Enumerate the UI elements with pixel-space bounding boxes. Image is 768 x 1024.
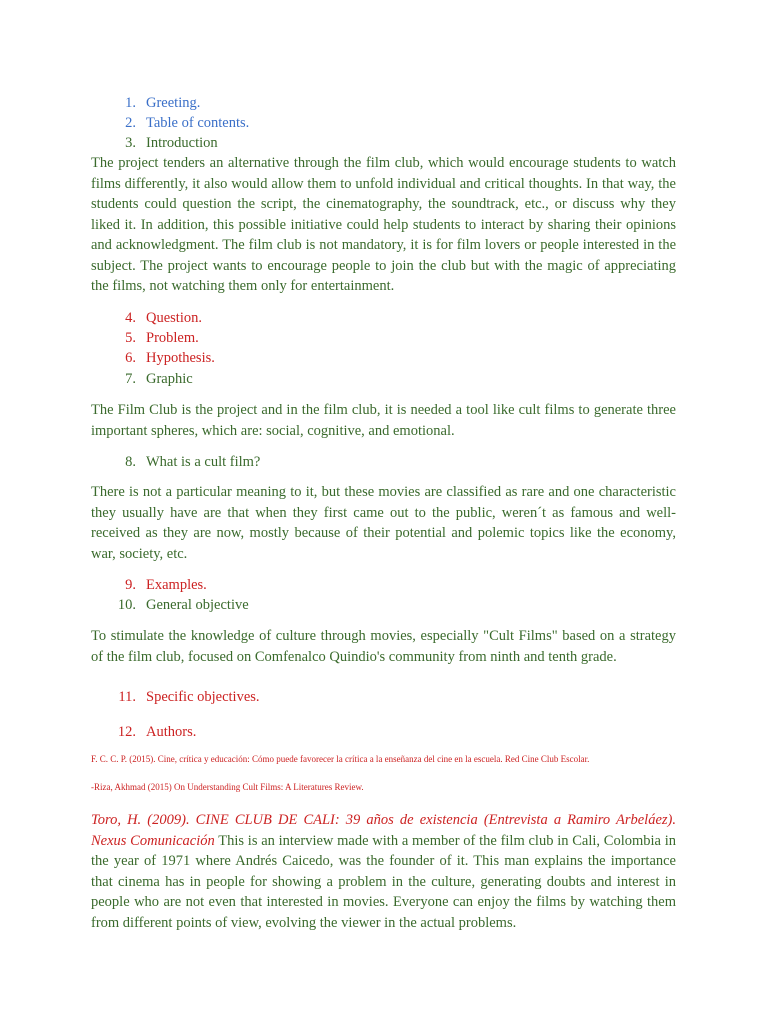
list-item-label: What is a cult film? <box>146 454 261 470</box>
reference-toro-body: This is an interview made with a member of the film club in Cali, Colombia in the year of 1971 where Andrés Caicedo, was the founder of it. This man explains the importance that cinema has in people for showing a problem in the culture, generating doubts and interest in people who are not even that interested in movies. Everyone can enjoy the films by watching them from different points of view, evolving the viewer in the actual problems. <box>91 832 676 931</box>
intro-paragraph: The project tenders an alternative through the film club, which would encourage students to watch films differently, it also would allow them to unfold individual and critical thoughts. In that way, the students could question the script, the cinematography, the soundtrack, etc., or discuss why they liked it. In addition, this possible initiative could help students to interact by sharing their opinions and acknowledgment. The film club is not mandatory, it is for film lovers or people interested in the subject. The project wants to encourage people to join the club but with the magic of appreciating the films, not watching them only for entertainment. <box>91 155 676 294</box>
list-item-hypothesis: 6. Hypothesis. <box>125 350 215 366</box>
objective-paragraph: To stimulate the knowledge of culture through movies, especially "Cult Films" based on a strategy of the film club, focused on Comfenalco Quindio's community from ninth and tenth grade. <box>91 628 676 665</box>
reference-riza: -Riza, Akhmad (2015) On Understanding Cult Films: A Literatures Review. <box>91 782 364 792</box>
list-item-label: Graphic <box>146 371 193 387</box>
list-item-graphic: 7. Graphic <box>125 371 193 387</box>
list-item-question: 4. Question. <box>125 310 202 326</box>
reference-toro-paragraph <box>91 810 676 933</box>
list-item-general-objective: 10. General objective <box>117 597 249 613</box>
list-item-label: Problem. <box>146 330 199 346</box>
list-item-label: Specific objectives. <box>146 689 260 705</box>
list-item-label: Introduction <box>146 135 218 151</box>
list-item-greeting: 1. Greeting. <box>125 95 201 111</box>
list-item-label: General objective <box>146 597 249 613</box>
list-item-specific-objectives: 11. Specific objectives. <box>118 689 260 705</box>
list-item-label: Question. <box>146 310 202 326</box>
list-item-label: Greeting. <box>146 95 201 111</box>
cult-film-paragraph: There is not a particular meaning to it, but these movies are classified as rare and one characteristic they usually have are that when they first came out to the public, weren´t as famous and well-received as they are now, mostly because of their potential and polemic topics like the economy, war, society, etc. <box>91 484 676 562</box>
list-item-label: Examples. <box>146 577 207 593</box>
list-item-what-is-cult-film: 8. What is a cult film? <box>125 454 261 470</box>
list-item-label: Table of contents. <box>146 115 250 131</box>
reference-fccp: F. C. C. P. (2015). Cine, crítica y educación: Cómo puede favorecer la crítica a la enseñanza del cine en la escuela. Red Cine Club Escolar. <box>91 754 590 764</box>
list-item-introduction: 3. Introduction <box>125 135 218 151</box>
graphic-paragraph: The Film Club is the project and in the film club, it is needed a tool like cult films to generate three important spheres, which are: social, cognitive, and emotional. <box>91 402 676 439</box>
list-item-label: Hypothesis. <box>146 350 215 366</box>
reference-toro-citation: Toro, H. (2009). CINE CLUB DE CALI: 39 años de existencia (Entrevista a Ramiro Arbeláez). Nexus Comunicación <box>91 812 676 849</box>
list-item-examples: 9. Examples. <box>125 577 207 593</box>
list-item-label: Authors. <box>146 724 197 740</box>
list-item-table-of-contents: 2. Table of contents. <box>125 115 250 131</box>
list-item-problem: 5. Problem. <box>125 330 199 346</box>
list-item-authors: 12. Authors. <box>117 724 197 740</box>
